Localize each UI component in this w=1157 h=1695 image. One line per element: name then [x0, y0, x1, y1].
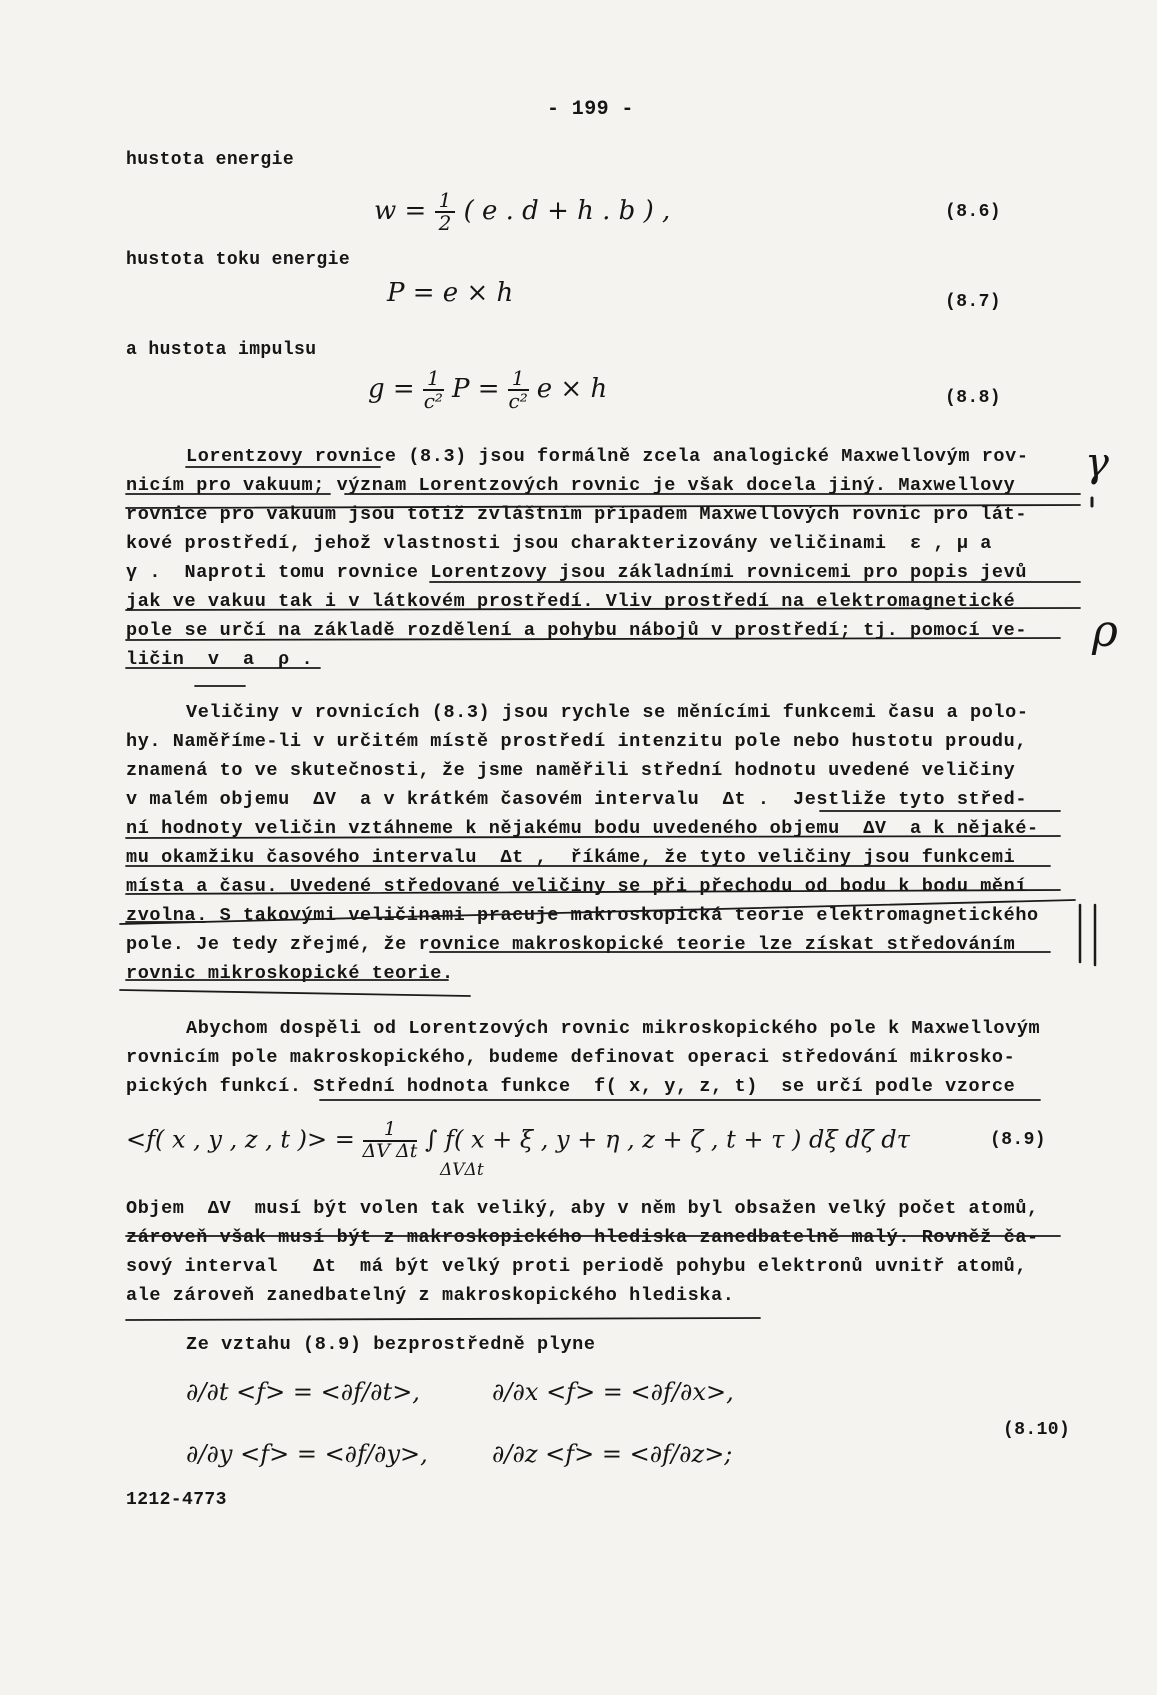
eq-8-8-num2: 1 — [508, 368, 529, 391]
paragraph-line: Abychom dospěli od Lorentzových rovnic mikroskopického pole k Maxwellovým — [186, 1018, 1041, 1039]
paragraph-1 — [126, 446, 1029, 678]
eq-8-8-mid: P = — [451, 374, 500, 404]
paragraph-line: sový interval Δt má být velký proti periodě pohybu elektronů uvnitř atomů, — [126, 1256, 1028, 1277]
paragraph-line: rovnic mikroskopické teorie. — [126, 963, 454, 984]
paragraph-line: ale zároveň zanedbatelný z makroskopického hlediska. — [126, 1285, 735, 1306]
paragraph-line: zvolna. S takovými veličinami pracuje makroskopická teorie elektromagnetického — [126, 905, 1039, 926]
equation-8-8 — [368, 368, 607, 412]
footer-code: 1212-4773 — [126, 1490, 227, 1510]
equation-number-8-7: (8.7) — [945, 292, 1002, 312]
paragraph-5: Ze vztahu (8.9) bezprostředně plyne — [186, 1334, 596, 1355]
paragraph-line: ní hodnoty veličin vztáhneme k nějakému bodu uvedeného objemu ΔV a k nějaké- — [126, 818, 1039, 839]
equation-8-7: P = e × h — [387, 278, 514, 308]
eq-8-10-row1-a: ∂/∂t <f> = <∂f/∂t>, — [186, 1378, 420, 1406]
paragraph-line: místa a času. Uvedené středované veličiny se při přechodu od bodu k bodu mění — [126, 876, 1028, 897]
eq-8-10-row2-b: ∂/∂z <f> = <∂f/∂z>; — [492, 1440, 733, 1468]
equation-number-8-6: (8.6) — [945, 202, 1002, 222]
eq-8-8-den1: c² — [423, 389, 443, 413]
eq-8-8-den2: c² — [508, 389, 528, 413]
equation-number-8-9: (8.9) — [990, 1130, 1047, 1150]
eq-8-9-lhs: <f( x , y , z , t )> = — [126, 1125, 355, 1154]
eq-8-6-num: 1 — [435, 190, 456, 213]
eq-8-9-num: 1 — [363, 1120, 418, 1142]
paragraph-line: Objem ΔV musí být volen tak veliký, aby v něm byl obsažen velký počet atomů, — [126, 1198, 1039, 1219]
paragraph-line: pole. Je tedy zřejmé, že rovnice makroskopické teorie lze získat středováním — [126, 934, 1016, 955]
eq-8-6-den: 2 — [438, 211, 452, 235]
eq-8-8-lhs: g = — [368, 374, 415, 404]
paragraph-line: Veličiny v rovnicích (8.3) jsou rychle se měnícími funkcemi času a polo- — [186, 702, 1029, 723]
paragraph-line: hy. Naměříme-li v určitém místě prostředí intenzitu pole nebo hustotu proudu, — [126, 731, 1028, 752]
underline — [126, 1318, 760, 1320]
paragraph-3 — [126, 1018, 1040, 1105]
eq-8-8-rhs: e × h — [536, 374, 608, 404]
equation-8-9 — [126, 1120, 910, 1162]
label-energy-flux-density: hustota toku energie — [126, 250, 351, 270]
paragraph-line: znamená to ve skutečnosti, že jsme naměřili střední hodnotu uvedené veličiny — [126, 760, 1016, 781]
paragraph-line: mu okamžiku časového intervalu Δt , říkáme, že tyto veličiny jsou funkcemi — [126, 847, 1016, 868]
paragraph-2 — [126, 702, 1039, 992]
eq-8-9-den: ΔV Δt — [362, 1139, 418, 1162]
paragraph-line: pole se určí na základě rozdělení a pohybu nábojů v prostředí; tj. pomocí ve- — [126, 620, 1028, 641]
eq-8-9-rhs: ∫ f( x + ξ , y + η , z + ζ , t + τ ) dξ dζ dτ — [425, 1125, 910, 1154]
equation-number-8-10: (8.10) — [1003, 1420, 1071, 1440]
eq-8-10-row2-a: ∂/∂y <f> = <∂f/∂y>, — [186, 1440, 428, 1468]
paragraph-line: zároveň však musí být z makroskopického hlediska zanedbatelně malý. Rovněž ča- — [126, 1227, 1039, 1248]
paragraph-line: v malém objemu ΔV a v krátkém časovém intervalu Δt . Jestliže tyto střed- — [126, 789, 1028, 810]
eq-8-10-row1-b: ∂/∂x <f> = <∂f/∂x>, — [492, 1378, 734, 1406]
eq-8-8-num1: 1 — [423, 368, 444, 391]
margin-note-gamma: γ — [1085, 440, 1109, 486]
paragraph-line: pických funkcí. Střední hodnota funkce f( x, y, z, t) se určí podle vzorce — [126, 1076, 1016, 1097]
label-momentum-density: a hustota impulsu — [126, 340, 317, 360]
margin-note-rho: ρ — [1092, 606, 1118, 657]
paragraph-4 — [126, 1198, 1039, 1314]
paragraph-line: jak ve vakuu tak i v látkovém prostředí. Vliv prostředí na elektromagnetické — [126, 591, 1016, 612]
label-energy-density: hustota energie — [126, 150, 295, 170]
paragraph-line: ličin v a ρ . — [126, 649, 314, 670]
eq-8-9-integral-domain: ΔVΔt — [440, 1160, 484, 1180]
equation-8-6 — [374, 190, 670, 234]
paragraph-line: nicím pro vakuum; význam Lorentzových rovnic je však docela jiný. Maxwellovy — [126, 475, 1016, 496]
paragraph-line: γ . Naproti tomu rovnice Lorentzovy jsou základními rovnicemi pro popis jevů — [126, 562, 1028, 583]
page-number: - 199 - — [547, 98, 634, 121]
paragraph-line: rovnice pro vakuum jsou totiž zvláštním případem Maxwellových rovnic pro lát- — [126, 504, 1028, 525]
eq-8-6-lhs: w = — [374, 196, 427, 226]
equation-number-8-8: (8.8) — [945, 388, 1002, 408]
paragraph-line: rovnicím pole makroskopického, budeme definovat operaci středování mikrosko- — [126, 1047, 1016, 1068]
paragraph-line: Lorentzovy rovnice (8.3) jsou formálně zcela analogické Maxwellovým rov- — [186, 446, 1029, 467]
paragraph-line: kové prostředí, jehož vlastnosti jsou charakterizovány veličinami ε , μ a — [126, 533, 992, 554]
eq-8-6-rhs: ( e . d + h . b ) , — [463, 196, 671, 226]
